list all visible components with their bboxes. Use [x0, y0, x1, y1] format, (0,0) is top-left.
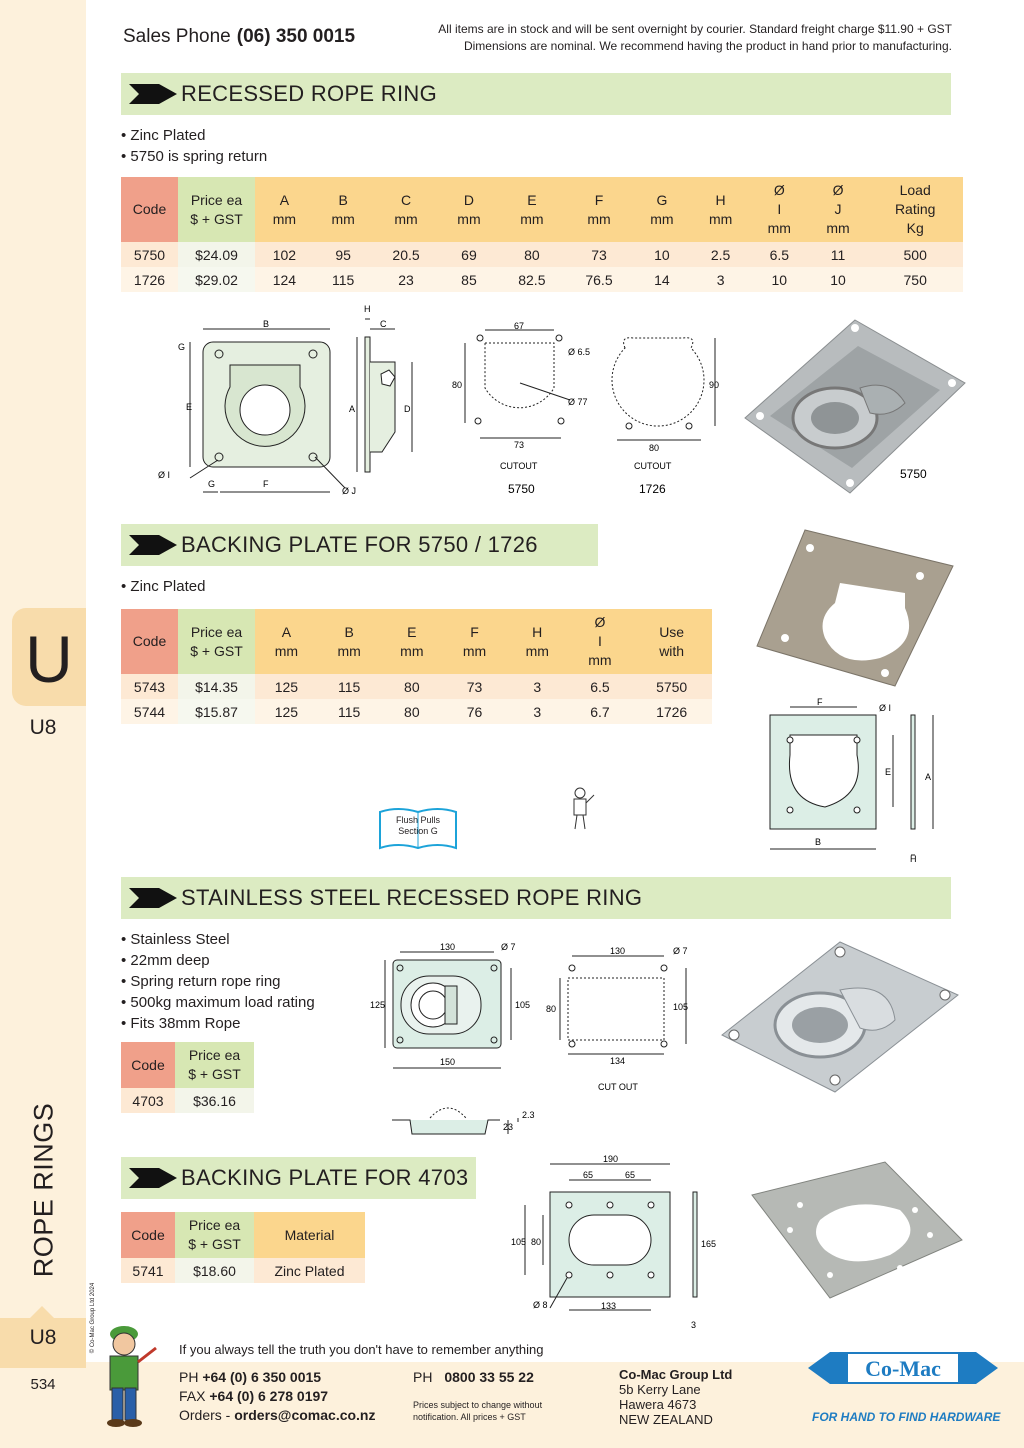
table-header-line: mm: [457, 210, 481, 227]
dim-label: 3: [691, 1320, 697, 1330]
product-code[interactable]: 1726: [121, 267, 178, 292]
table-header-line: G: [656, 191, 668, 208]
cutout-caption: CUTOUT: [634, 461, 672, 471]
dim-label: C: [380, 319, 387, 329]
table-header-line: F: [594, 191, 604, 208]
table-header: [565, 177, 632, 242]
bottom-section-code: U8: [29, 1326, 57, 1349]
table-header: [506, 609, 569, 674]
table-row[interactable]: [121, 267, 963, 292]
dim-label: 105: [673, 1002, 689, 1012]
sales-phone: [123, 26, 355, 48]
table-header: [175, 1212, 254, 1258]
table-header-line: mm: [274, 642, 299, 659]
table-header-line: F: [470, 623, 479, 640]
fax-number[interactable]: +64 (0) 6 278 0197: [209, 1388, 329, 1404]
table-header: [254, 1212, 365, 1258]
table-header-line: Material: [284, 1226, 335, 1243]
table-row[interactable]: [121, 242, 963, 267]
cutout-caption: CUTOUT: [500, 461, 538, 471]
section-title: BACKING PLATE FOR 4703: [181, 1165, 469, 1190]
stainless-side-diagram: [390, 1090, 540, 1140]
freephone: [413, 1368, 534, 1387]
product-code[interactable]: 4703: [121, 1088, 175, 1113]
table-cell: 80: [380, 674, 443, 699]
spec-table-backing-plate: [121, 609, 712, 724]
table-cell: 10: [809, 267, 868, 292]
mascot-icon: [92, 1322, 162, 1430]
dim-label: Ø J: [342, 486, 357, 496]
dim-label: Ø I: [158, 470, 171, 480]
dim-label: F: [263, 479, 269, 489]
section-code: U8: [29, 716, 57, 739]
table-cell: 115: [314, 267, 373, 292]
rope-ring-photo: [740, 318, 970, 498]
table-header-line: E: [407, 623, 417, 640]
table-header: [178, 177, 255, 242]
table-header: [372, 177, 439, 242]
table-header: [121, 609, 178, 674]
table-cell: 115: [318, 699, 381, 724]
address: [619, 1367, 732, 1427]
table-cell: 80: [380, 699, 443, 724]
table-header-line: mm: [708, 210, 733, 227]
page-number: 534: [30, 1376, 56, 1393]
header-note: [438, 21, 952, 55]
table-header-line: D: [463, 191, 474, 208]
table-cell: 73: [443, 674, 506, 699]
sales-label: Sales Phone: [123, 26, 231, 47]
section-band-recessed-rope-ring: [121, 73, 951, 115]
table-header: [750, 177, 809, 242]
table-cell: 102: [255, 242, 314, 267]
product-code[interactable]: 5750: [121, 242, 178, 267]
section-title: STAINLESS STEEL RECESSED ROPE RING: [181, 885, 643, 910]
dim-label: Ø 77: [568, 397, 588, 407]
dim-label: 65: [583, 1170, 594, 1180]
dim-label: 80: [649, 443, 660, 453]
dim-label: H: [364, 304, 371, 314]
dim-label: 80: [531, 1237, 542, 1247]
table-header-line: A: [279, 191, 290, 208]
table-header-line: Code: [132, 633, 167, 649]
table-cell: 500: [867, 242, 963, 267]
dim-label: Ø I: [879, 703, 892, 713]
table-header: [175, 1042, 254, 1088]
table-header-line: Ø: [773, 182, 785, 198]
dim-label: B: [815, 837, 822, 847]
dim-label: 80: [546, 1004, 557, 1014]
backing-4703-photo: [750, 1160, 965, 1300]
product-code[interactable]: 5744: [121, 699, 178, 724]
stainless-photo: [720, 940, 960, 1095]
table-cell: Zinc Plated: [254, 1258, 365, 1283]
fax-label: FAX: [179, 1388, 206, 1404]
table-header-line: mm: [400, 642, 424, 659]
dim-label: 190: [603, 1154, 619, 1164]
table-cell: 750: [867, 267, 963, 292]
table-header-line: $ + GST: [190, 210, 243, 227]
cutout-5750-diagram: [450, 318, 610, 498]
price-cell: $24.09: [178, 242, 255, 267]
price-cell: $14.35: [178, 674, 255, 699]
section-title: BACKING PLATE FOR 5750 / 1726: [181, 532, 538, 557]
table-header-line: Rating: [894, 201, 936, 217]
price-cell: $15.87: [178, 699, 255, 724]
table-header-line: mm: [650, 210, 674, 227]
dim-label: B: [263, 319, 270, 329]
table-header-line: Price ea: [190, 191, 243, 208]
cutout-code: 1726: [639, 482, 666, 496]
table-header-line: I: [777, 201, 782, 217]
photo-label: 5750: [900, 467, 927, 481]
footer-motto: If you always tell the truth you don't have to remember anything: [179, 1342, 544, 1357]
table-header: [633, 177, 692, 242]
bullet: • Zinc Plated: [121, 127, 206, 144]
table-header-line: mm: [462, 642, 487, 659]
dim-label: 125: [370, 1000, 386, 1010]
table-cell: 10: [750, 267, 809, 292]
sales-number[interactable]: (06) 350 0015: [236, 26, 356, 47]
mascot-small-icon: [568, 785, 596, 831]
table-header-line: mm: [272, 210, 297, 227]
table-header: [121, 177, 178, 242]
backing-plate-dimension-diagram: [765, 695, 945, 865]
section-tab-letter: U: [25, 622, 73, 696]
table-header-line: B: [344, 623, 354, 640]
table-cell: 3: [506, 674, 569, 699]
note-line1: All items are in stock and will be sent overnight by courier. Standard freight charge $11.90 + GST: [438, 22, 952, 36]
dim-label: E: [885, 767, 892, 777]
table-header-line: Code: [132, 201, 167, 217]
dim-label: 130: [610, 946, 626, 956]
table-cell: 6.5: [750, 242, 809, 267]
table-header-line: E: [527, 191, 537, 208]
table-header: [443, 609, 506, 674]
dim-label: A: [349, 404, 356, 414]
table-header: [255, 177, 314, 242]
table-cell: 20.5: [372, 242, 439, 267]
table-header: [691, 177, 750, 242]
rope-ring-dimension-diagram: [150, 302, 440, 502]
table-cell: 2.5: [691, 242, 750, 267]
table-header-line: $ + GST: [188, 1066, 241, 1082]
table-header-line: mm: [525, 642, 549, 659]
table-cell: 6.7: [569, 699, 632, 724]
table-cell: 125: [255, 674, 318, 699]
comac-logo[interactable]: [808, 1344, 998, 1394]
dim-label: 130: [440, 942, 456, 952]
cutout-caption: CUT OUT: [598, 1082, 638, 1092]
copyright: © Co-Mac Group Ltd 2024: [90, 1282, 96, 1354]
table-header-line: C: [400, 191, 412, 208]
section-band-stainless: [121, 877, 951, 919]
table-cell: 73: [565, 242, 632, 267]
bullet-list: [121, 125, 267, 167]
table-cell: 95: [314, 242, 373, 267]
table-header-line: Price ea: [188, 1047, 241, 1063]
arrow-icon: [129, 535, 177, 555]
section-band-backing-4703: [121, 1157, 476, 1199]
dim-label: Ø 7: [501, 942, 516, 952]
table-header: [121, 1042, 175, 1088]
bullet: • 500kg maximum load rating: [121, 994, 315, 1011]
cutout-1726-diagram: [605, 318, 735, 498]
table-header-line: H: [532, 623, 543, 640]
table-header-line: mm: [394, 210, 418, 227]
table-header-line: $ + GST: [190, 642, 243, 659]
table-header-line: Price ea: [190, 623, 243, 640]
table-cell: 6.5: [569, 674, 632, 699]
table-cell: 76: [443, 699, 506, 724]
table-header-line: Kg: [906, 220, 924, 236]
bullet-list: [121, 576, 205, 597]
table-header: [867, 177, 963, 242]
dim-label: Ø 7: [673, 946, 688, 956]
ph2-number[interactable]: 0800 33 55 22: [444, 1369, 534, 1385]
table-header-line: mm: [767, 220, 791, 236]
table-header-line: A: [281, 623, 292, 640]
dim-label: 65: [625, 1170, 636, 1180]
table-cell: 80: [498, 242, 565, 267]
bullet-list: [121, 929, 315, 1034]
dim-label: D: [404, 404, 411, 414]
ph2-label: PH: [413, 1369, 433, 1385]
product-code[interactable]: 5743: [121, 674, 178, 699]
bullet: • Zinc Plated: [121, 578, 206, 595]
table-header-line: Code: [131, 1226, 165, 1243]
table-row[interactable]: [121, 699, 712, 724]
vertical-title: ROPE RINGS: [28, 1102, 59, 1278]
spec-table-rope-ring: [121, 177, 963, 292]
table-header-line: Use: [659, 623, 685, 640]
table-row[interactable]: [121, 1088, 254, 1113]
dim-label: Ø 8: [533, 1300, 548, 1310]
dim-label: 165: [701, 1239, 717, 1249]
table-cell: 125: [255, 699, 318, 724]
bullet: • 22mm deep: [121, 952, 210, 969]
sidebar: [0, 0, 96, 1448]
address-line: 5b Kerry Lane: [619, 1382, 701, 1397]
address-line: NEW ZEALAND: [619, 1412, 713, 1427]
arrow-icon: [129, 84, 177, 104]
table-cell: 115: [318, 674, 381, 699]
table-cell: 69: [440, 242, 499, 267]
disclaimer-line: notification. All prices + GST: [413, 1412, 526, 1422]
table-header: [440, 177, 499, 242]
product-code[interactable]: 5741: [121, 1258, 175, 1283]
table-header: [380, 609, 443, 674]
dim-label: 67: [514, 321, 525, 331]
table-header-line: mm: [520, 210, 544, 227]
book-line2: Section G: [398, 826, 438, 836]
dim-label: F: [817, 697, 823, 707]
table-header-line: Price ea: [188, 1217, 241, 1233]
price-cell: $36.16: [175, 1088, 254, 1113]
table-header: [255, 609, 318, 674]
bullet: • Stainless Steel: [121, 931, 230, 948]
table-header-line: B: [338, 191, 348, 208]
table-header-line: mm: [587, 210, 611, 227]
arrow-icon: [129, 888, 177, 908]
bullet: • Fits 38mm Rope: [121, 1015, 241, 1032]
dim-label: A: [925, 772, 932, 782]
table-row[interactable]: [121, 1258, 365, 1283]
table-header-line: with: [659, 642, 685, 659]
dim-label: Ø 6.5: [568, 347, 591, 357]
table-header-line: mm: [337, 642, 361, 659]
orders-email[interactable]: orders@comac.co.nz: [234, 1407, 376, 1423]
table-header: [314, 177, 373, 242]
table-header: [121, 1212, 175, 1258]
arrow-icon: [129, 1168, 177, 1188]
table-header: [498, 177, 565, 242]
dim-label: 2.3: [522, 1110, 535, 1120]
table-cell: 76.5: [565, 267, 632, 292]
table-header-line: I: [597, 633, 602, 649]
price-cell: $29.02: [178, 267, 255, 292]
table-cell: 1726: [631, 699, 712, 724]
table-cell: 3: [506, 699, 569, 724]
dim-label: 133: [601, 1301, 617, 1311]
table-header: [318, 609, 381, 674]
contact-block: [179, 1368, 376, 1425]
table-cell: 14: [633, 267, 692, 292]
dim-label: 105: [511, 1237, 527, 1247]
table-header: [178, 609, 255, 674]
table-header-line: Load: [899, 182, 931, 198]
dim-label: 73: [514, 440, 525, 450]
tagline: FOR HAND TO FIND HARDWARE: [812, 1410, 1001, 1424]
logo-text: Co-Mac: [865, 1356, 941, 1381]
table-header: [569, 609, 632, 674]
spec-table-stainless: [121, 1042, 254, 1113]
dim-label: 90: [709, 380, 720, 390]
table-header-line: $ + GST: [188, 1236, 241, 1252]
dim-label: 80: [452, 380, 463, 390]
cutout-code: 5750: [508, 482, 535, 496]
dim-label: G: [208, 479, 216, 489]
table-cell: 10: [633, 242, 692, 267]
note-line2: Dimensions are nominal. We recommend having the product in hand prior to manufacturing.: [463, 39, 952, 53]
company-name: Co-Mac Group Ltd: [619, 1367, 733, 1382]
table-header-line: mm: [826, 220, 850, 236]
backing-plate-photo: [755, 528, 955, 688]
stainless-dimension-diagram: [365, 938, 535, 1078]
dim-label: H: [910, 854, 917, 864]
bullet: • 5750 is spring return: [121, 148, 268, 165]
table-header: [631, 609, 712, 674]
table-cell: 82.5: [498, 267, 565, 292]
disclaimer: [413, 1399, 542, 1423]
table-cell: 5750: [631, 674, 712, 699]
table-header-line: mm: [331, 210, 355, 227]
section-title: RECESSED ROPE RING: [181, 81, 438, 106]
table-header-line: Ø: [832, 182, 844, 198]
dim-label: 23: [503, 1122, 514, 1132]
orders-label: Orders -: [179, 1407, 231, 1423]
table-header-line: Ø: [594, 614, 606, 630]
spec-table-backing-4703: [121, 1212, 365, 1283]
dim-label: 150: [440, 1057, 456, 1067]
table-cell: 11: [809, 242, 868, 267]
book-line1: Flush Pulls: [395, 815, 440, 825]
dim-label: 105: [515, 1000, 531, 1010]
table-cell: 124: [255, 267, 314, 292]
disclaimer-line: Prices subject to change without: [413, 1400, 543, 1410]
ph-label: PH: [179, 1369, 199, 1385]
stainless-cutout-diagram: [540, 938, 700, 1098]
table-header-line: mm: [588, 652, 612, 668]
table-cell: 85: [440, 267, 499, 292]
table-header-line: H: [715, 191, 726, 208]
table-header-line: J: [834, 201, 842, 217]
table-row[interactable]: [121, 674, 712, 699]
dim-label: 134: [610, 1056, 626, 1066]
book-icon[interactable]: [378, 806, 458, 850]
bullet: • Spring return rope ring: [121, 973, 281, 990]
backing-4703-dimension-diagram: [505, 1150, 725, 1340]
table-cell: 3: [691, 267, 750, 292]
dim-label: E: [186, 402, 193, 412]
section-band-backing-plate: [121, 524, 598, 566]
ph-number[interactable]: +64 (0) 6 350 0015: [202, 1369, 322, 1385]
table-cell: 23: [372, 267, 439, 292]
address-line: Hawera 4673: [619, 1397, 697, 1412]
price-cell: $18.60: [175, 1258, 254, 1283]
table-header: [809, 177, 868, 242]
dim-label: G: [178, 342, 186, 352]
table-header-line: Code: [131, 1056, 165, 1073]
